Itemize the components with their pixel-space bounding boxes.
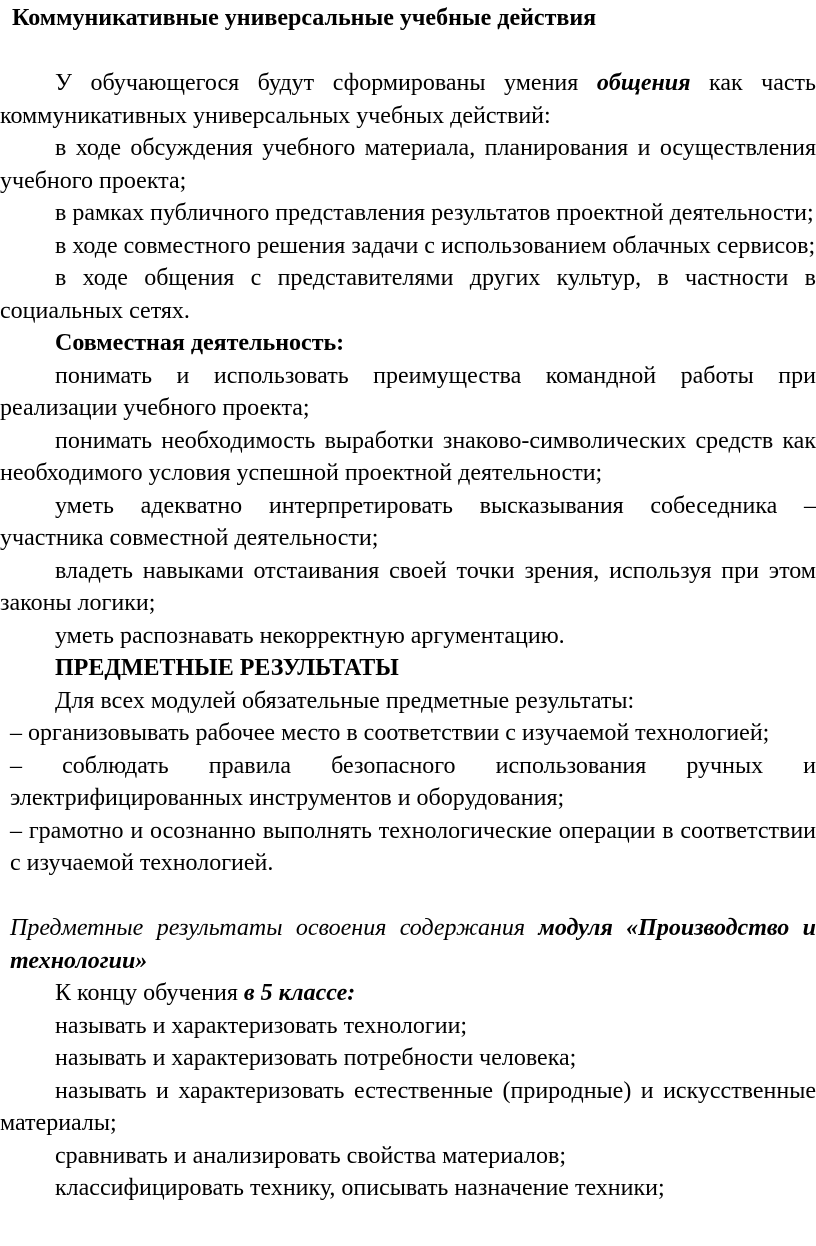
all-modules-item: – грамотно и осознанно выполнять технологические операции в соответствии с изучаемой технологией. bbox=[10, 817, 816, 876]
all-modules-item: – организовывать рабочее место в соответствии с изучаемой технологией; bbox=[10, 720, 770, 746]
grade-line bbox=[0, 977, 816, 1010]
grade5-item: классифицировать технику, описывать назначение техники; bbox=[55, 1175, 665, 1201]
all-modules-item: – соблюдать правила безопасного использования ручных и электрифицированных инструментов и оборудования; bbox=[10, 752, 816, 811]
communication-item: в ходе обсуждения учебного материала, планирования и осуществления учебного проекта; bbox=[0, 135, 816, 194]
intro-after: как часть коммуникативных универсальных учебных действий: bbox=[0, 70, 816, 129]
intro-before: У обучающегося будут сформированы умения bbox=[55, 70, 597, 96]
joint-item: владеть навыками отстаивания своей точки зрения, используя при этом законы логики; bbox=[0, 557, 816, 616]
all-modules-intro: Для всех модулей обязательные предметные результаты: bbox=[55, 687, 635, 714]
blank-line bbox=[0, 35, 816, 68]
grade5-item: называть и характеризовать технологии; bbox=[55, 1012, 468, 1039]
grade5-item: называть и характеризовать потребности человека; bbox=[55, 1045, 577, 1071]
module-title-italic: Предметные результаты освоения содержания bbox=[10, 915, 539, 941]
intro-paragraph bbox=[0, 67, 816, 132]
communication-item: в рамках публичного представления результатов проектной деятельности; bbox=[55, 200, 814, 226]
joint-item: уметь распознавать некорректную аргументацию. bbox=[55, 622, 565, 649]
grade-line-before: К концу обучения bbox=[55, 980, 244, 1006]
joint-item: понимать и использовать преимущества командной работы при реализации учебного проекта; bbox=[0, 362, 816, 421]
grade-line-emphasis: в 5 классе: bbox=[243, 980, 356, 1006]
module-title bbox=[0, 912, 816, 977]
section-heading: Коммуникативные универсальные учебные действия bbox=[12, 5, 597, 31]
grade5-item: сравнивать и анализировать свойства материалов; bbox=[55, 1142, 566, 1169]
intro-emphasis: общения bbox=[596, 70, 691, 96]
communication-item: в ходе общения с представителями других культур, в частности в социальных сетях. bbox=[0, 265, 816, 324]
communication-item: в ходе совместного решения задачи с использованием облачных сервисов; bbox=[55, 232, 816, 259]
joint-item: уметь адекватно интерпретировать высказывания собеседника – участника совместной деятельности; bbox=[0, 492, 816, 551]
joint-item: понимать необходимость выработки знаково-символических средств как необходимого условия успешной проектной деятельности; bbox=[0, 427, 816, 486]
subject-results-heading: ПРЕДМЕТНЫЕ РЕЗУЛЬТАТЫ bbox=[55, 655, 399, 681]
blank-line bbox=[0, 880, 816, 913]
joint-activity-heading: Совместная деятельность: bbox=[55, 330, 345, 356]
module-title-bold: модуля «Производство и технологии» bbox=[10, 915, 816, 974]
grade5-item: называть и характеризовать естественные (природные) и искусственные материалы; bbox=[0, 1077, 816, 1136]
